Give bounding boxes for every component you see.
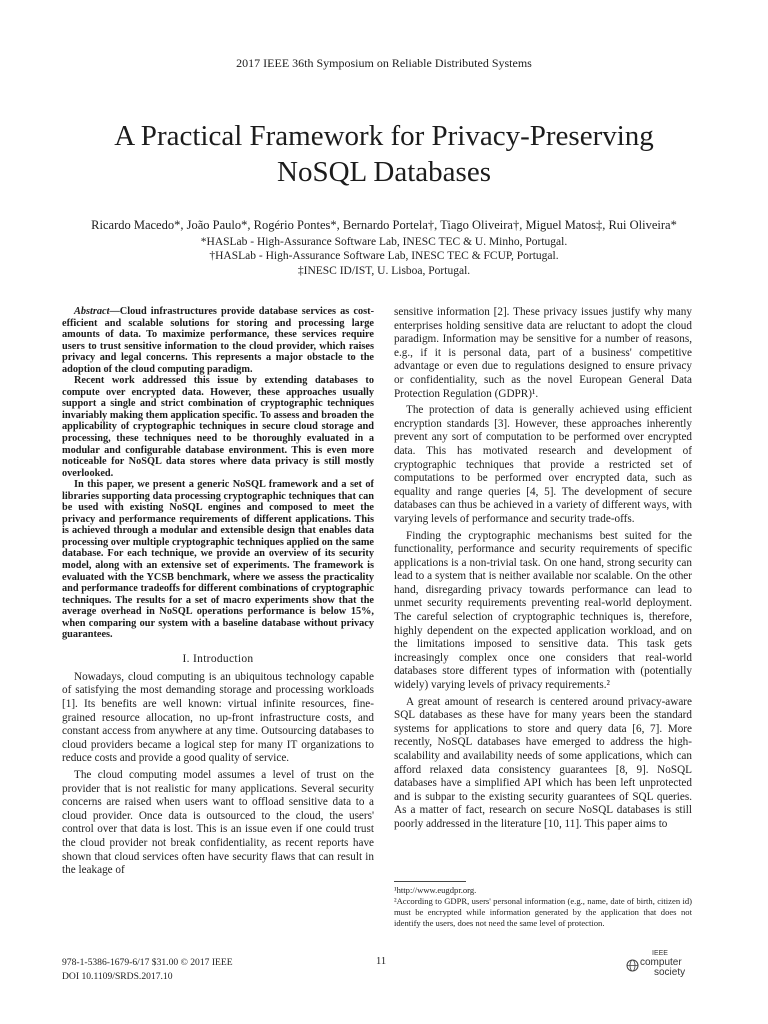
right-column [394, 306, 692, 835]
right-paragraph-1: sensitive information [2]. These privacy issues justify why many enterprises holding sensitive data are reluctant to adopt the cloud paradigm. Information may be sensitive for a number of reasons, e.g., if it is personal data, part of a business' competitive advantage or even due to regulations designed to ensure privacy or confidentiality, such as the novel European General Data Protection Regulation (GDPR)¹. [394, 306, 692, 400]
footer-copyright [62, 956, 233, 984]
globe-icon [626, 959, 639, 972]
footnote-1: ¹http://www.eugdpr.org. [394, 885, 477, 895]
footer-isbn: 978-1-5386-1679-6/17 $31.00 © 2017 IEEE [62, 957, 233, 968]
right-paragraph-2: The protection of data is generally achieved using efficient encryption standards [3]. However, these approaches inherently prevent any sort of computation to be performed over encrypted data. This has motivated research and development of cryptographic techniques that provide a restricted set of computations to be performed over encrypted data, such as equality and range queries [4, 5]. The development of secure databases can thus be achieved in a variety of different ways, with varying levels of performance and security trade-offs. [394, 404, 692, 525]
page-number: 11 [376, 956, 387, 967]
right-paragraph-4: A great amount of research is centered around privacy-aware SQL databases as these have for many years been the standard systems for applications to store and query data [6, 7]. More recently, NoSQL databases have emerged to address the high-scalability and availability needs of some applications, which can afford relaxed data consistency guarantees [8, 9]. NoSQL databases have a simplified API which has been left unprotected and is subpar to the existing security guarantees of SQL queries. As a matter of fact, research on secure NoSQL databases is still poorly addressed in the literature [10, 11]. This paper aims to [394, 695, 692, 830]
conference-name: 2017 IEEE 36th Symposium on Reliable Distributed Systems [236, 56, 532, 70]
title-line-2: NoSQL Databases [277, 156, 491, 188]
left-column [62, 306, 374, 881]
footnote-2: ²According to GDPR, users' personal information (e.g., name, date of birth, citizen id) must be encrypted while information generated by the application that does not identify the users, does not need the same level of protection. [394, 896, 692, 928]
abstract-paragraph-3: In this paper, we present a generic NoSQL framework and a set of libraries supporting data processing cryptographic techniques that can be used with existing NoSQL engines and composed to meet the privacy and performance requirements of different applications. This is achieved through a modular and extensible design that enables data processing over multiple cryptographic techniques applied on the same database. For each technique, we provide an overview of its security model, along with an extensive set of experiments. The framework is evaluated with the YCSB benchmark, where we assess the practicality and performance tradeoffs for different combinations of cryptographic techniques. The results for a set of macro experiments show that the average overhead in NoSQL operations performance is below 15%, when comparing our system with a baseline database without privacy guarantees. [62, 479, 374, 641]
footnote-rule [394, 881, 466, 882]
abstract-paragraph-2: Recent work addressed this issue by extending databases to compute over encrypted data. However, these approaches usually support a single and strict combination of cryptographic techniques invariably making them application specific. To assess and broaden the applicability of cryptographic techniques in secure cloud storage and processing, these techniques need to be thoroughly evaluated in a modular and configurable database environment. This is even more noticeable for NoSQL data stores where data privacy is still mostly overlooked. [62, 375, 374, 479]
author-list: Ricardo Macedo*, João Paulo*, Rogério Pontes*, Bernardo Portela†, Tiago Oliveira†, Miguel Matos‡, Rui Oliveira* [91, 218, 677, 232]
footnotes [394, 885, 692, 929]
affiliation-3: ‡INESC ID/IST, U. Lisboa, Portugal. [297, 265, 471, 277]
abstract-p1-text: —Cloud infrastructures provide database services as cost-efficient and scalable solutions for storing and processing large amounts of data. To maximize performance, these services require users to trust sensitive information to the cloud provider, which raises privacy and legal concerns. This represents a major obstacle to the adoption of the cloud computing paradigm. [62, 306, 374, 375]
intro-paragraph-2: The cloud computing model assumes a level of trust on the provider that is not realistic for many applications. Several security concerns are raised when users want to offload sensitive data to a cloud provider. Once data is outsourced to the cloud, the users' control over that data is lost. This is an issue even if one could trust the cloud provider not break confidentiality, as recent reports have shown that cloud services often have security flaws that can result in the leakage of [62, 769, 374, 877]
logo-computer-text: computer [640, 957, 682, 968]
abstract-label: Abstract [74, 306, 110, 317]
affiliation-2: †HASLab - High-Assurance Software Lab, INESC TEC & FCUP, Portugal. [209, 250, 559, 262]
title-line-1: A Practical Framework for Privacy-Preserving [114, 120, 654, 152]
paper-title [0, 118, 768, 190]
intro-paragraph-1: Nowadays, cloud computing is an ubiquitous technology capable of satisfying the most demanding storage and processing workloads [1]. Its benefits are well known: virtual infinite resources, fine-grained resource allocation, no up-front infrastructure costs, and constant access from anywhere at any time. Outsourcing databases to cloud providers became a logical step for many IT organizations to reduce costs and provide a good quality of service. [62, 670, 374, 765]
right-paragraph-3: Finding the cryptographic mechanisms best suited for the functionality, performance and security requirements of specific applications is a non-trivial task. On one hand, strong security can lead to a system that is neither available nor scalable. On the other hand, disregarding privacy towards performance can lead to unmet security requirements preventing real-world deployment. The careful selection of cryptographic techniques is, therefore, highly dependent on the expected application workload, and on the limitations imposed to sensitive data. This task gets increasingly complex once one considers that real-world databases store different types of information with (potentially widely) varying levels of privacy requirements.² [394, 529, 692, 692]
section-heading-introduction: I. Introduction [182, 652, 254, 665]
logo-society-text: society [654, 967, 686, 978]
abstract [62, 306, 374, 641]
footer-doi: DOI 10.1109/SRDS.2017.10 [62, 971, 173, 982]
affiliation-1: *HASLab - High-Assurance Software Lab, INESC TEC & U. Minho, Portugal. [200, 236, 568, 248]
abstract-paragraph-1 [62, 306, 374, 375]
ieee-computer-society-logo [624, 950, 696, 980]
logo-ieee-text: IEEE [652, 950, 668, 957]
